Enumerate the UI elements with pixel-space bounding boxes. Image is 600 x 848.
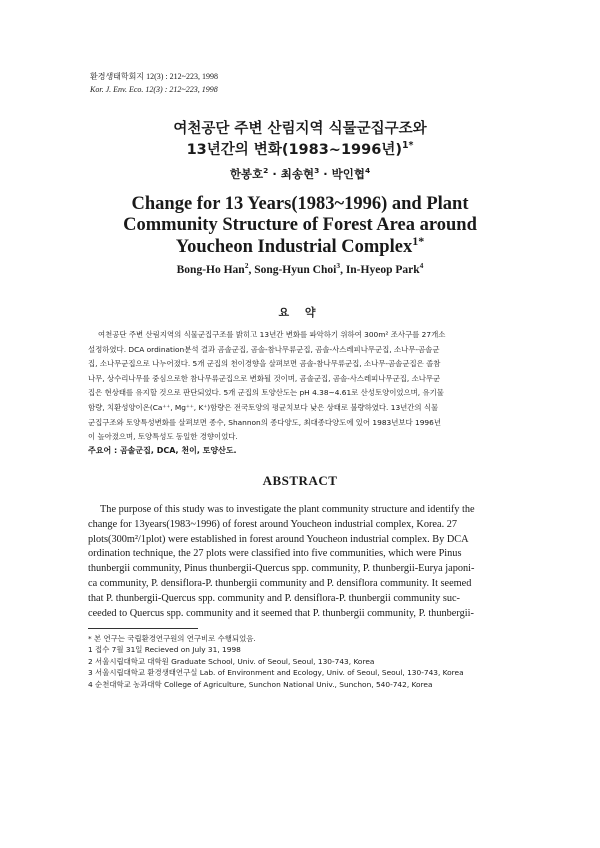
keywords: 주요어 : 곰솔군집, DCA, 천이, 토양산도. bbox=[88, 446, 237, 455]
korean-summary bbox=[88, 328, 512, 445]
abstract-line: thunbergii community, Pinus thunbergii-Quercus spp. community, P. thunbergii-Eurya japoni- bbox=[88, 563, 475, 575]
journal-citation-kr: 환경생태학회지 12(3) : 212~223, 1998 bbox=[90, 72, 218, 81]
footnote: * 본 연구는 국립환경연구원의 연구비로 수행되었음. bbox=[88, 634, 256, 643]
korean-title-line-1: 여천공단 주변 산림지역 식물군집구조와 bbox=[173, 121, 427, 137]
korean-summary-line: 나무, 상수리나무를 중심으로한 참나무류군집으로 변화될 것이며, 곰솔군집, 곰솔-사스레피나무군집, 소나무군 bbox=[88, 373, 441, 383]
korean-summary-line: 군집구조와 토양특성변화를 살펴보면 종수, Shannon의 종다양도, 최대종다양도에 있어 1983년보다 1996년 bbox=[88, 417, 441, 427]
footnotes bbox=[88, 633, 464, 690]
korean-summary-line: 여천공단 주변 산림지역의 식물군집구조를 밝히고 13년간 변화를 파악하기 위하여 300m² 조사구를 27개소 bbox=[98, 330, 446, 339]
english-author-2-mark: 3 bbox=[336, 261, 341, 271]
abstract-line: ceeded to Quercus spp. community and it seemed that P. thunbergii community, P. thunbergii- bbox=[88, 607, 474, 619]
footnote: 1 접수 7월 31일 Recieved on July 31, 1998 bbox=[88, 645, 241, 655]
english-authors bbox=[40, 261, 560, 276]
korean-author-1: 한봉호 bbox=[229, 167, 264, 181]
footnote: 3 서울시립대학교 환경생태연구실 Lab. of Environment and Ecology, Univ. of Seoul, Seoul, 130-743, Korea bbox=[88, 668, 464, 678]
korean-author-3: 박인협 bbox=[331, 167, 365, 181]
english-author-3: , In-Hyeop Park bbox=[340, 264, 420, 276]
korean-author-1-mark: 2 bbox=[263, 166, 269, 176]
footnote-divider bbox=[88, 628, 198, 629]
korean-summary-heading: 요 약 bbox=[278, 306, 322, 319]
footnote: 4 순천대학교 농과대학 College of Agriculture, Sunchon National Univ., Sunchon, 540-742, Korea bbox=[88, 679, 433, 689]
english-author-2: , Song-Hyun Choi bbox=[248, 264, 337, 276]
english-title-line-2: Community Structure of Forest Area around bbox=[123, 215, 477, 235]
journal-citation-en: Kor. J. Env. Eco. 12(3) : 212~223, 1998 bbox=[90, 85, 218, 94]
korean-author-2-mark: 3 bbox=[314, 166, 320, 176]
korean-summary-line: 집, 소나무군집으로 나누어졌다. 5개 군집의 천이경향을 살펴보면 곰솔-참나무류군집, 소나무-곰솔군집은 졸참 bbox=[88, 359, 441, 369]
abstract-line: that P. thunbergii-Quercus spp. community and P. densiflora-P. thunbergii community suc- bbox=[88, 592, 460, 604]
footnote: 2 서울시립대학교 대학원 Graduate School, Univ. of Seoul, Seoul, 130-743, Korea bbox=[88, 656, 375, 666]
korean-title-footnote-mark: 1* bbox=[401, 140, 414, 152]
korean-author-separator: · bbox=[319, 167, 332, 181]
abstract-line: ca community, P. densiflora-P. thunbergii community and P. densiflora community. It seemed bbox=[88, 577, 472, 589]
english-author-1: Bong-Ho Han bbox=[176, 264, 245, 276]
korean-title-line-2 bbox=[40, 140, 560, 161]
korean-author-2: 최송현 bbox=[280, 167, 315, 181]
english-title-line-1: Change for 13 Years(1983~1996) and Plant bbox=[131, 194, 469, 214]
korean-summary-line: 함량, 치환성양이온(Ca⁺⁺, Mg⁺⁺, K⁺)함량은 전국토양의 평균치보다 낮은 상태로 불량하였다. 13년간의 식물 bbox=[88, 402, 439, 412]
english-abstract bbox=[88, 503, 512, 621]
abstract-line: The purpose of this study was to investigate the plant community structure and identify the bbox=[100, 504, 475, 515]
korean-authors bbox=[40, 166, 560, 182]
abstract-heading: ABSTRACT bbox=[262, 473, 338, 488]
english-author-3-mark: 4 bbox=[419, 261, 424, 271]
abstract-line: change for 13years(1983~1996) of forest around Youcheon industrial complex, Korea. 27 bbox=[88, 518, 458, 530]
korean-title-line-2-text: 13년간의 변화(1983~1996년) bbox=[186, 142, 402, 158]
english-title-footnote-mark: 1* bbox=[412, 233, 425, 248]
journal-citation bbox=[90, 70, 218, 96]
korean-summary-line: 설정하였다. DCA ordination분석 결과 곰솔군집, 곰솔-참나무류군집, 곰솔-사스레피나무군집, 소나무-곰솔군 bbox=[88, 344, 440, 354]
english-title-line-3-text: Youcheon Industrial Complex bbox=[175, 237, 413, 257]
korean-author-3-mark: 4 bbox=[364, 166, 371, 176]
abstract-line: plots(300m²/1plot) were established in forest around Youcheon industrial complex. By DCA bbox=[88, 533, 469, 545]
english-title-line-3 bbox=[40, 233, 560, 258]
abstract-line: ordination technique, the 27 plots were classified into five communities, which were Pinus bbox=[88, 548, 462, 560]
korean-summary-line: 이 높아졌으며, 토양특성도 동일한 경향이었다. bbox=[88, 432, 238, 442]
english-author-1-mark: 2 bbox=[244, 261, 249, 271]
korean-author-separator: · bbox=[268, 167, 281, 181]
korean-summary-line: 집은 현상태를 유지할 것으로 판단되었다. 5개 군집의 토양산도는 pH 4.38~4.61로 산성토양이었으며, 유기물 bbox=[88, 388, 444, 398]
